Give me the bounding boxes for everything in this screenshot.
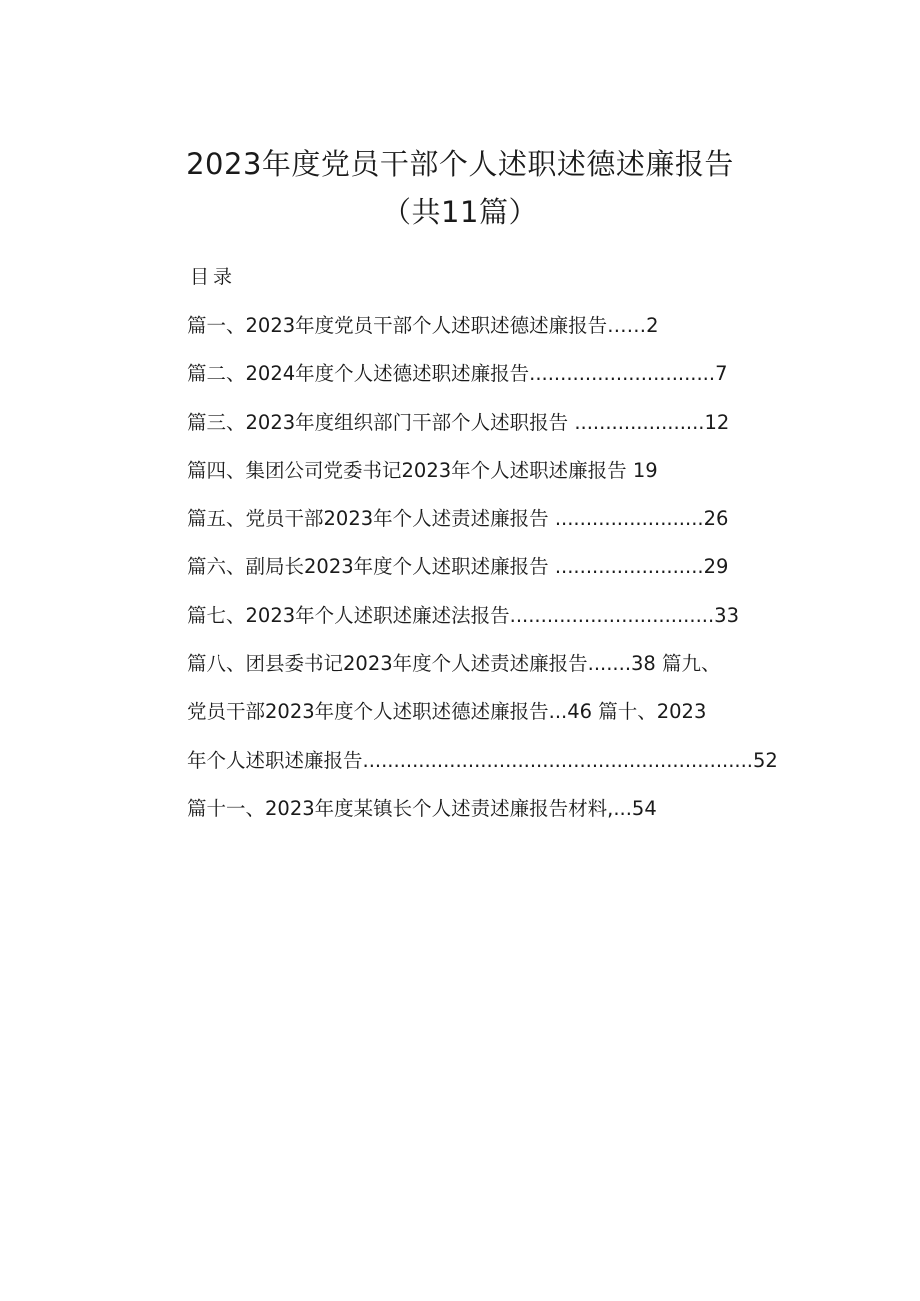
toc-line: 篇七、2023年个人述职述廉述法报告.................................33 bbox=[187, 603, 739, 627]
toc-line: 篇二、2024年度个人述德述职述廉报告..............................7 bbox=[187, 362, 728, 386]
document-subtitle: （共11篇） bbox=[382, 195, 538, 229]
toc-line: 篇三、2023年度组织部门干部个人述职报告 .....................12 bbox=[187, 410, 730, 434]
toc-line: 篇五、党员干部2023年个人述责述廉报告 ........................26 bbox=[187, 507, 729, 531]
toc-line: 篇四、集团公司党委书记2023年个人述职述廉报告 19 bbox=[187, 458, 658, 482]
toc-line: 篇六、副局长2023年度个人述职述廉报告 ........................29 bbox=[187, 555, 729, 579]
toc-line: 篇十一、2023年度某镇长个人述责述廉报告材料,...54 bbox=[187, 796, 657, 820]
toc-line: 篇一、2023年度党员干部个人述职述德述廉报告……2 bbox=[187, 314, 659, 337]
toc-line: 篇八、团县委书记2023年度个人述责述廉报告.......38 篇九、 bbox=[187, 652, 721, 676]
table-of-contents bbox=[187, 310, 787, 841]
toc-heading: 目录 bbox=[190, 266, 237, 288]
document-title: 2023年度党员干部个人述职述德述廉报告 bbox=[186, 147, 734, 181]
toc-line: 年个人述职述廉报告...............................................................52 bbox=[187, 748, 778, 772]
toc-line: 党员干部2023年度个人述职述德述廉报告...46 篇十、2023 bbox=[187, 700, 707, 724]
